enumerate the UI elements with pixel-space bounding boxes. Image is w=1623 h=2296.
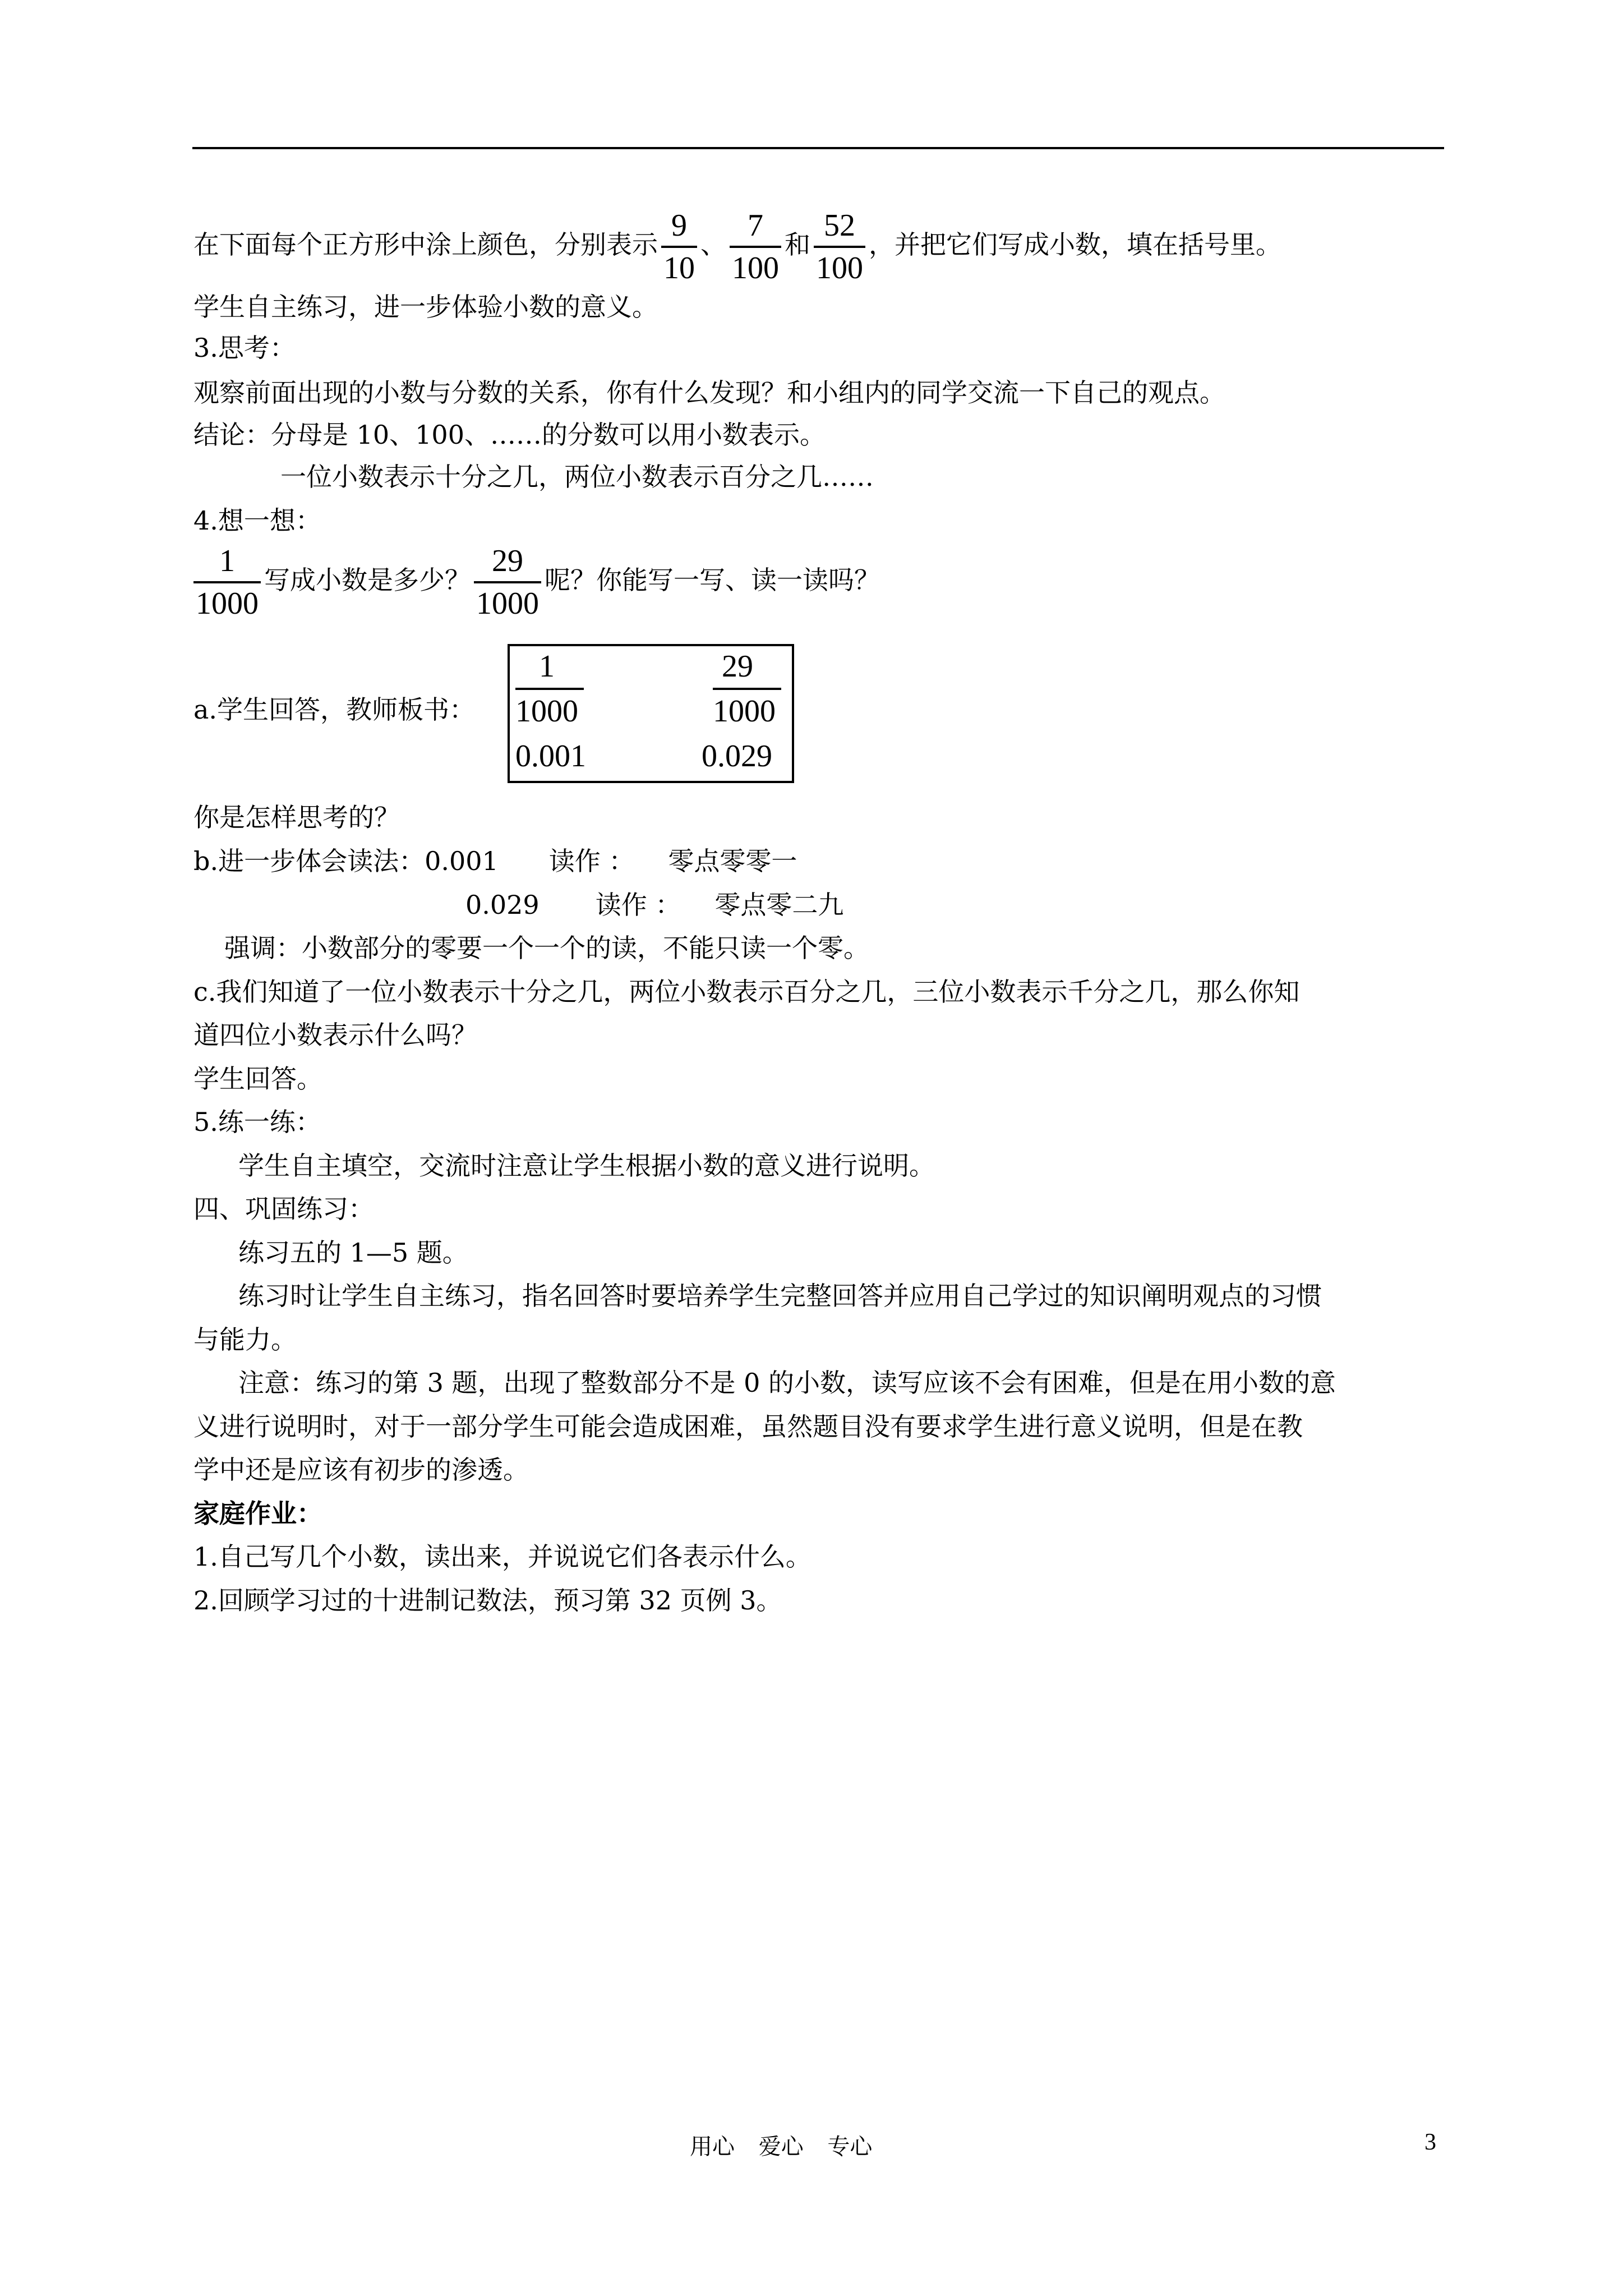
text-segment: 呢？你能写一写、读一读吗？ xyxy=(545,565,880,595)
board-denominator-2: 1000 xyxy=(713,694,776,729)
text-line-23: 注意：练习的第 3 题，出现了整数部分不是 0 的小数，读写应该不会有困难，但是在用小数的意 xyxy=(238,1368,1336,1398)
text-line-16: 学生回答。 xyxy=(193,1064,322,1094)
fraction-numerator: 1 xyxy=(219,544,235,578)
page-number: 3 xyxy=(1424,2129,1436,2155)
text-line-1 xyxy=(193,208,1281,286)
text-line-3: 3.思考： xyxy=(193,333,296,363)
text-line-10: 你是怎样思考的？ xyxy=(193,802,400,832)
fraction-denominator: 100 xyxy=(732,251,779,286)
fraction-7-100 xyxy=(730,208,781,286)
text-segment: ，并把它们写成小数，填在括号里。 xyxy=(869,229,1281,260)
text-segment: 写成小数是多少？ xyxy=(264,565,471,595)
text-segment: b.进一步体会读法：0.001 xyxy=(193,846,499,876)
text-segment: 零点零零一 xyxy=(668,846,797,876)
text-segment: 0.029 xyxy=(465,890,540,920)
text-line-27: 1.自己写几个小数，读出来，并说说它们各表示什么。 xyxy=(193,1542,811,1572)
text-line-28: 2.回顾学习过的十进制记数法，预习第 32 页例 3。 xyxy=(193,1585,782,1616)
text-segment: 读作 ： xyxy=(595,890,681,920)
fraction-52-100 xyxy=(814,208,865,286)
text-line-8 xyxy=(193,543,880,622)
board-decimal-2: 0.029 xyxy=(702,739,772,774)
text-line-14: c.我们知道了一位小数表示十分之几，两位小数表示百分之几，三位小数表示千分之几，那么你知 xyxy=(193,977,1300,1007)
text-line-5: 结论：分母是 10、100、……的分数可以用小数表示。 xyxy=(193,420,826,450)
text-line-25: 学中还是应该有初步的渗透。 xyxy=(193,1455,529,1485)
text-line-22: 与能力。 xyxy=(193,1324,297,1355)
fraction-denominator: 1000 xyxy=(476,586,539,621)
text-line-6: 一位小数表示十分之几，两位小数表示百分之几…… xyxy=(280,462,874,492)
text-line-11 xyxy=(193,844,797,878)
fraction-denominator: 10 xyxy=(663,251,695,286)
text-line-19: 四、巩固练习： xyxy=(193,1194,374,1224)
fraction-denominator: 1000 xyxy=(196,586,259,621)
text-line-13: 强调：小数部分的零要一个一个的读，不能只读一个零。 xyxy=(224,933,869,963)
text-line-4: 观察前面出现的小数与分数的关系，你有什么发现？和小组内的同学交流一下自己的观点。 xyxy=(193,378,1225,408)
board-fraction-bar-1 xyxy=(515,688,584,690)
text-line-18: 学生自主填空，交流时注意让学生根据小数的意义进行说明。 xyxy=(238,1151,935,1181)
text-line-20: 练习五的 1—5 题。 xyxy=(238,1237,468,1268)
fraction-9-10 xyxy=(661,208,697,286)
text-segment: 读作 ： xyxy=(548,846,635,876)
header-rule xyxy=(192,147,1444,149)
text-segment: 在下面每个正方形中涂上颜色，分别表示 xyxy=(193,229,658,260)
page-footer: 用心 爱心 专心 xyxy=(690,2134,873,2160)
homework-heading: 家庭作业： xyxy=(193,1498,322,1529)
text-line-21: 练习时让学生自主练习，指名回答时要培养学生完整回答并应用自己学过的知识阐明观点的习惯 xyxy=(238,1281,1322,1311)
blackboard-box xyxy=(508,644,794,783)
board-numerator-1: 1 xyxy=(539,649,555,684)
board-fraction-bar-2 xyxy=(713,688,781,690)
fraction-denominator: 100 xyxy=(816,251,863,286)
text-segment: 和 xyxy=(785,229,810,260)
board-numerator-2: 29 xyxy=(722,649,753,684)
fraction-numerator: 52 xyxy=(824,208,855,243)
text-segment: 、 xyxy=(700,229,726,260)
text-line-15: 道四位小数表示什么吗？ xyxy=(193,1020,477,1050)
board-denominator-1: 1000 xyxy=(515,694,578,729)
text-line-9: a.学生回答，教师板书： xyxy=(193,694,476,725)
text-line-17: 5.练一练： xyxy=(193,1107,321,1137)
fraction-numerator: 7 xyxy=(748,208,763,243)
text-line-2: 学生自主练习，进一步体验小数的意义。 xyxy=(193,292,658,322)
fraction-numerator: 9 xyxy=(671,208,687,243)
fraction-numerator: 29 xyxy=(492,544,523,578)
text-line-24: 义进行说明时，对于一部分学生可能会造成困难，虽然题目没有要求学生进行意义说明，但是在教 xyxy=(193,1411,1303,1442)
text-line-12 xyxy=(465,888,843,922)
text-line-7: 4.想一想： xyxy=(193,505,321,536)
fraction-1-1000 xyxy=(193,543,261,622)
board-decimal-1: 0.001 xyxy=(515,739,586,774)
fraction-29-1000 xyxy=(474,543,541,622)
text-segment: 零点零二九 xyxy=(714,890,844,920)
